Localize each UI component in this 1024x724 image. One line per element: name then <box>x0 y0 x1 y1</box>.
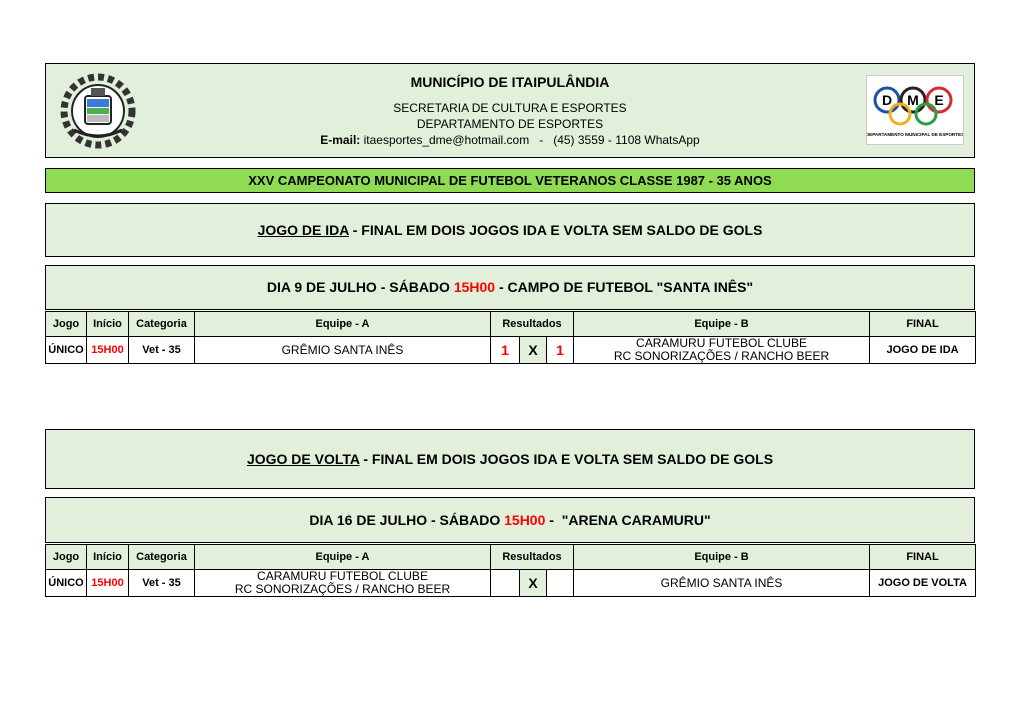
col-jogo: Jogo <box>46 545 87 570</box>
col-resultados: Resultados <box>491 312 574 337</box>
game2-title <box>46 451 974 467</box>
game2-date-pre: DIA 16 DE JULHO - SÁBADO <box>309 512 505 528</box>
game1-categoria: Vet - 35 <box>129 337 195 364</box>
game2-team-b <box>574 570 870 597</box>
municipality-title: MUNICÍPIO DE ITAIPULÂNDIA <box>410 74 610 90</box>
game1-inicio: 15H00 <box>87 337 129 364</box>
col-resultados: Resultados <box>491 545 574 570</box>
col-final: FINAL <box>870 545 976 570</box>
col-inicio: Início <box>87 312 129 337</box>
game1-jogo: ÚNICO <box>46 337 87 364</box>
game1-versus: X <box>520 337 547 364</box>
game1-team-a-line1: GRÊMIO SANTA INÊS <box>281 342 404 357</box>
game1-date-post: - CAMPO DE FUTEBOL "SANTA INÊS" <box>495 279 754 295</box>
dme-letter-m: M <box>907 92 919 108</box>
game1-score-a: 1 <box>491 337 520 364</box>
game2-inicio: 15H00 <box>87 570 129 597</box>
game2-table <box>45 544 976 597</box>
col-equipe-b: Equipe - B <box>574 545 870 570</box>
game2-title-panel <box>45 429 975 489</box>
col-equipe-a: Equipe - A <box>195 312 491 337</box>
game2-versus: X <box>520 570 547 597</box>
game2-team-a-line2: RC SONORIZAÇÕES / RANCHO BEER <box>234 582 451 596</box>
contact-line <box>46 133 974 147</box>
game2-jogo: ÚNICO <box>46 570 87 597</box>
game1-title <box>46 222 974 238</box>
championship-banner: XXV CAMPEONATO MUNICIPAL DE FUTEBOL VETERANOS CLASSE 1987 - 35 ANOS <box>45 168 975 193</box>
col-equipe-b: Equipe - B <box>574 312 870 337</box>
game1-title-panel <box>45 203 975 257</box>
col-equipe-a: Equipe - A <box>195 545 491 570</box>
header-panel <box>45 63 975 158</box>
game1-row <box>46 337 976 364</box>
game1-header-row <box>46 312 976 337</box>
game2-header-row <box>46 545 976 570</box>
game1-team-b-line1: CARAMURU FUTEBOL CLUBE <box>636 336 807 350</box>
game2-title-rest: - FINAL EM DOIS JOGOS IDA E VOLTA SEM SALDO DE GOLS <box>359 451 774 467</box>
game2-row <box>46 570 976 597</box>
game1-date-panel <box>45 265 975 310</box>
dme-letter-d: D <box>881 92 893 108</box>
dme-caption: DEPARTAMENTO MUNICIPAL DE ESPORTES <box>867 132 963 137</box>
secretariat-subtitle: SECRETARIA DE CULTURA E ESPORTES <box>393 101 627 115</box>
col-jogo: Jogo <box>46 312 87 337</box>
col-categoria: Categoria <box>129 312 195 337</box>
game1-table <box>45 311 976 364</box>
game2-team-b-line1: GRÊMIO SANTA INÊS <box>660 575 783 590</box>
game1-team-b <box>574 337 870 364</box>
game1-date-line <box>46 279 974 295</box>
game2-final: JOGO DE VOLTA <box>870 570 976 597</box>
game2-categoria: Vet - 35 <box>129 570 195 597</box>
game2-team-a-line1: CARAMURU FUTEBOL CLUBE <box>257 569 428 583</box>
game2-date-line <box>46 512 974 528</box>
game1-title-underlined: JOGO DE IDA <box>257 222 349 238</box>
game1-score-b: 1 <box>547 337 574 364</box>
game2-score-b <box>547 570 574 597</box>
game2-score-a <box>491 570 520 597</box>
department-subtitle: DEPARTAMENTO DE ESPORTES <box>416 117 604 131</box>
game1-final: JOGO DE IDA <box>870 337 976 364</box>
game1-date-time: 15H00 <box>453 279 496 295</box>
dme-logo <box>866 75 964 145</box>
game2-team-a <box>195 570 491 597</box>
col-categoria: Categoria <box>129 545 195 570</box>
game2-date-panel <box>45 497 975 543</box>
game2-title-underlined: JOGO DE VOLTA <box>246 451 360 467</box>
game2-date-time: 15H00 <box>504 512 546 528</box>
game1-title-rest: - FINAL EM DOIS JOGOS IDA E VOLTA SEM SALDO DE GOLS <box>348 222 763 238</box>
col-final: FINAL <box>870 312 976 337</box>
game2-date-post: - "ARENA CARAMURU" <box>545 512 711 528</box>
email-label: E-mail: <box>320 133 361 147</box>
dme-letter-e: E <box>934 92 944 108</box>
game1-team-a <box>195 337 491 364</box>
col-inicio: Início <box>87 545 129 570</box>
game1-date-pre: DIA 9 DE JULHO - SÁBADO <box>266 279 454 295</box>
contact-text: itaesportes_dme@hotmail.com - (45) 3559 - 1108 WhatsApp <box>360 133 700 147</box>
game1-team-b-line2: RC SONORIZAÇÕES / RANCHO BEER <box>613 349 830 363</box>
